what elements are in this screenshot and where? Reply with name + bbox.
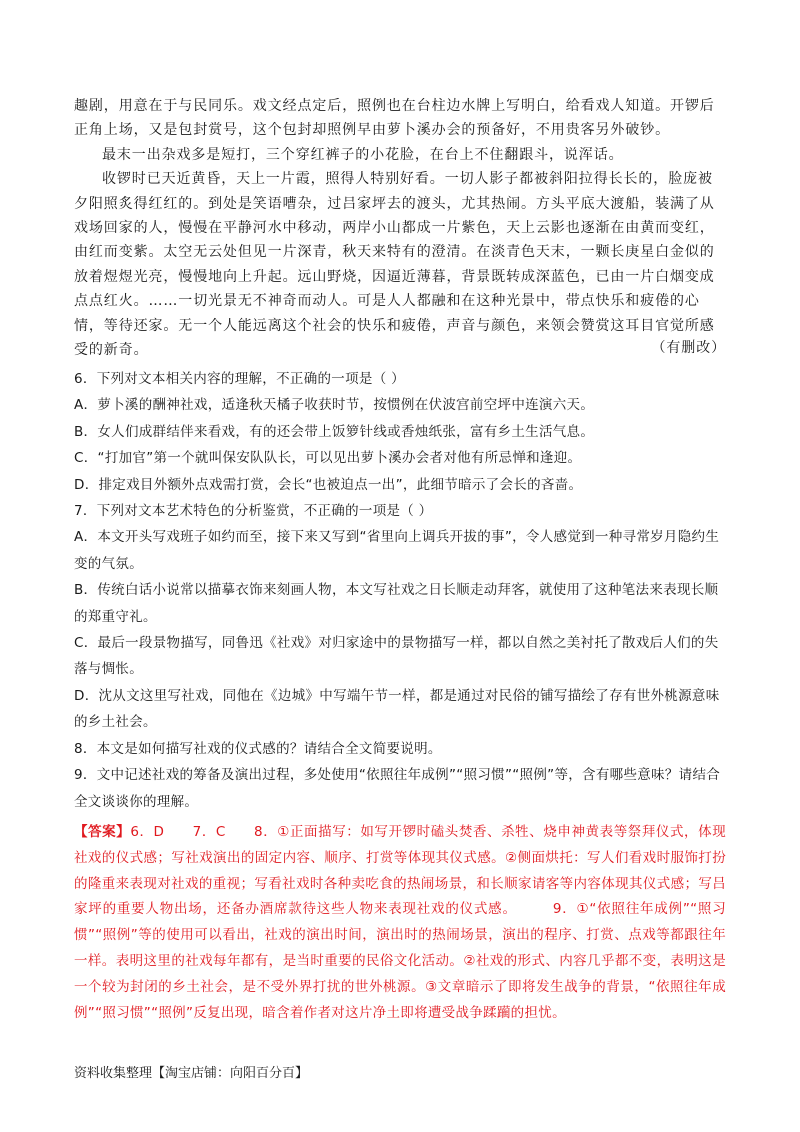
option-6d: D．排定戏目外额外点戏需打赏，会长“也被迫点一出”，此细节暗示了会长的吝啬。 [74,476,583,493]
option-7a: A．本文开头写戏班子如约而至，接下来又写到“省里向上调兵开拔的事”，令人感觉到一种寻常岁月隐约生变的气氛。 [74,529,720,572]
answer-key [74,820,726,1026]
option-6a: A．萝卜溪的酬神社戏，适逢秋天橘子收获时节，按惯例在伏波宫前空坪中连演六天。 [74,397,595,414]
passage-paragraph: 最末一出杂戏多是短打，三个穿红裤子的小花脸，在台上不住翻跟斗，说浑话。 [102,146,624,163]
story-passage [74,94,726,362]
question-9: 9．文中记述社戏的筹备及演出过程，多处使用“依照往年成例”“照习惯”“照例”等，含有哪些意味？请结合全文谈谈你的理解。 [74,767,721,810]
footer-source: 资料收集整理【淘宝店铺：向阳百分百】 [74,1066,309,1081]
passage-paragraph: 趣剧，用意在于与民同乐。戏文经点定后，照例也在台柱边水牌上写明白，给看戏人知道。开锣后正角上场，又是包封赏号，这个包封却照例早由萝卜溪办会的预备好，不用贵客另外破钞。 [74,98,715,139]
option-6c: C．“打加官”第一个就叫保安队队长，可以见出萝卜溪办会者对他有所忌惮和逢迎。 [74,450,582,467]
answer-text: 6．D 7．C 8．①正面描写：如写开锣时磕头焚香、杀牲、烧申神黄表等祭拜仪式，体现社戏的仪式感；写社戏演出的固定内容、顺序、打赏等体现其仪式感。②侧面烘托：写人们看戏时服饰打扮的隆重来表现对社戏的重视；写看社戏时各种卖吃食的热闹场景，和长顺家请客等内容体现其仪式感；写吕家坪的重要人物出场，还备办酒席款待这些人物来表现社戏的仪式感。 9．①“依照往年成例”“照习惯”“照例”等的使用可以看出，社戏的演出时间，演出时的热闹场景，演出的程序、打赏、点戏等都跟往年一样。表明这里的社戏每年都有，是当时重要的民俗文化活动。②社戏的形式、内容几乎都不变，表明这是一个较为封闭的乡土社会，是不受外界打扰的世外桃源。③文章暗示了即将发生战争的背景，“依照往年成例”“照习惯”“照例”反复出现，暗含着作者对这片净土即将遭受战争蹂躏的担忧。 [74,824,727,1021]
passage-paragraph: 收锣时已天近黄昏，天上一片霞，照得人特别好看。一切人影子都被斜阳拉得长长的，脸庞被夕阳照炙得红红的。到处是笑语嘈杂，过吕家坪去的渡头，尤其热闹。方头平底大渡船，装满了从戏场回家的人，慢慢在平静河水中移动，两岸小山都成一片紫色，天上云影也逐渐在由黄而变红，由红而变紫。太空无云处但见一片深青，秋天来特有的澄清。在淡青色天末，一颗长庚星白金似的放着煜煜光亮，慢慢地向上升起。远山野烧，因逼近薄暮，背景既转成深蓝色，已由一片白烟变成点点红火。……一切光景无不神奇而动人。可是人人都融和在这种光景中，带点快乐和疲倦的心情，等待还家。无一个人能远离这个社会的快乐和疲倦，声音与颜色，来领会赞赏这耳目官觉所感受的新奇。 [74,171,715,359]
question-7: 7．下列对文本艺术特色的分析鉴赏，不正确的一项是（ ） [74,503,433,520]
option-7d: D．沈从文这里写社戏，同他在《边城》中写端午节一样，都是通过对民俗的铺写描绘了存有世外桃源意味的乡土社会。 [74,687,720,731]
attribution-note: （有删改） [651,340,726,356]
answer-label: 【答案】 [74,824,131,840]
question-list [74,366,726,815]
question-6: 6．下列对文本相关内容的理解，不正确的一项是（ ） [74,371,405,387]
question-8: 8．本文是如何描写社戏的仪式感的？请结合全文简要说明。 [74,740,442,757]
option-7c: C．最后一段景物描写，同鲁迅《社戏》对归家途中的景物描写一样，都以自然之美衬托了散戏后人们的失落与惆怅。 [74,635,719,678]
option-6b: B．女人们成群结伴来看戏，有的还会带上饭箩针线或香烛纸张，富有乡土生活气息。 [74,423,595,440]
option-7b: B．传统白话小说常以描摹衣饰来刻画人物，本文写社戏之日长顺走动拜客，就使用了这种笔法来表现长顺的郑重守礼。 [74,582,719,625]
